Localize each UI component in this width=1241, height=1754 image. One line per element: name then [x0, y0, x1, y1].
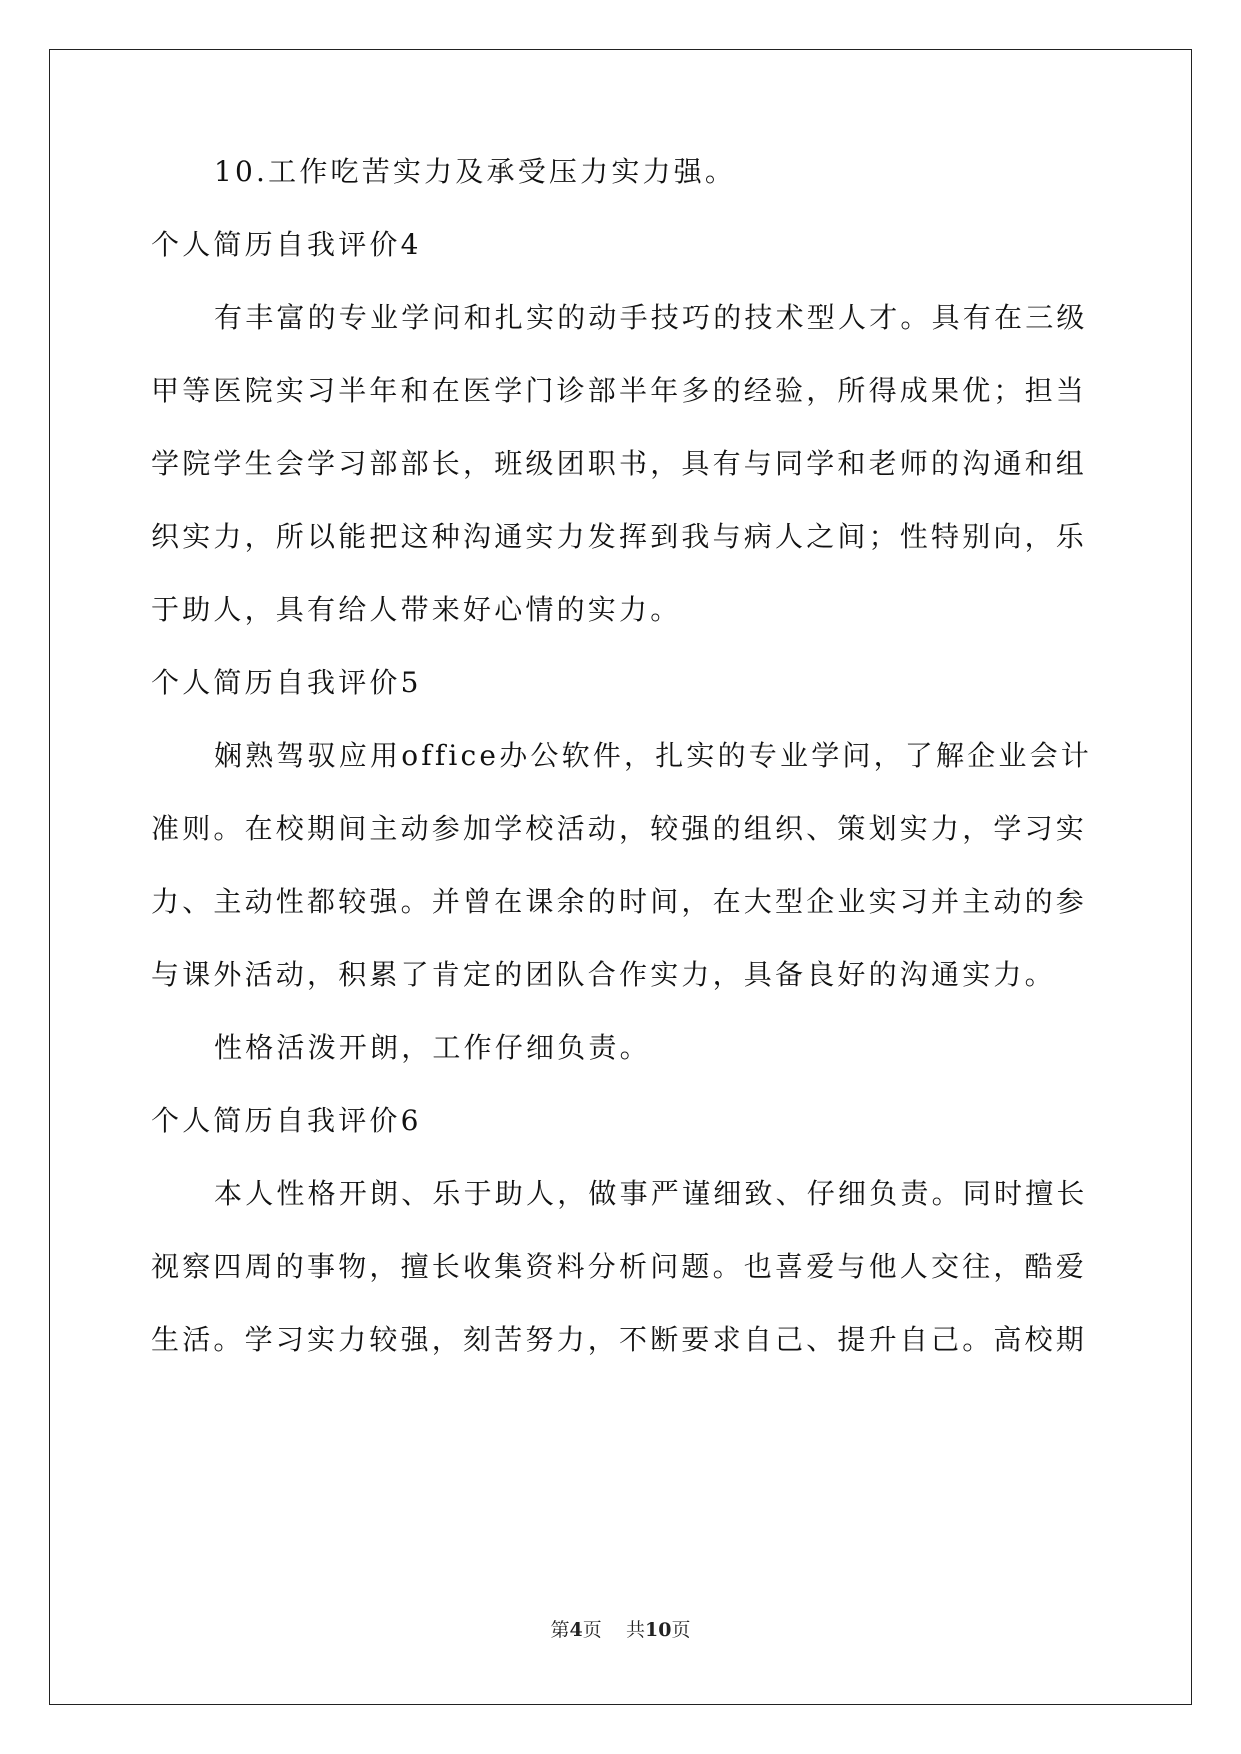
paragraph-line: 学院学生会学习部部长，班级团职书，具有与同学和老师的沟通和组 — [151, 447, 1088, 480]
footer-page-suffix: 页 — [582, 1619, 602, 1641]
footer-page-number: 4 — [569, 1619, 583, 1641]
footer-gap — [602, 1619, 626, 1641]
paragraph-line: 与课外活动，积累了肯定的团队合作实力，具备良好的沟通实力。 — [151, 958, 1056, 991]
footer-total-suffix: 页 — [671, 1619, 691, 1641]
paragraph-line: 生活。学习实力较强，刻苦努力，不断要求自己、提升自己。高校期 — [151, 1323, 1088, 1356]
section-heading: 个人简历自我评价6 — [151, 1104, 422, 1137]
section-heading: 个人简历自我评价4 — [151, 228, 422, 261]
paragraph-line: 甲等医院实习半年和在医学门诊部半年多的经验，所得成果优；担当 — [151, 374, 1088, 407]
paragraph-line: 力、主动性都较强。并曾在课余的时间，在大型企业实习并主动的参 — [151, 885, 1088, 918]
paragraph-line: 织实力，所以能把这种沟通实力发挥到我与病人之间；性特别向，乐 — [151, 520, 1088, 553]
paragraph-line: 性格活泼开朗，工作仔细负责。 — [214, 1031, 651, 1064]
footer-total-pages: 10 — [644, 1619, 672, 1641]
paragraph-line: 视察四周的事物，擅长收集资料分析问题。也喜爱与他人交往，酷爱 — [151, 1250, 1088, 1283]
paragraph-line: 本人性格开朗、乐于助人，做事严谨细致、仔细负责。同时擅长 — [214, 1177, 1088, 1210]
footer-total-prefix: 共 — [625, 1619, 645, 1641]
page-footer — [0, 1618, 1241, 1642]
paragraph-line: 10.工作吃苦实力及承受压力实力强。 — [214, 155, 737, 188]
footer-prefix: 第 — [550, 1619, 570, 1641]
paragraph-line: 准则。在校期间主动参加学校活动，较强的组织、策划实力，学习实 — [151, 812, 1088, 845]
paragraph-line: 有丰富的专业学问和扎实的动手技巧的技术型人才。具有在三级 — [214, 301, 1088, 334]
paragraph-line: 于助人，具有给人带来好心情的实力。 — [151, 593, 682, 626]
paragraph-line: 娴熟驾驭应用office办公软件，扎实的专业学问，了解企业会计 — [214, 739, 1092, 772]
section-heading: 个人简历自我评价5 — [151, 666, 422, 699]
